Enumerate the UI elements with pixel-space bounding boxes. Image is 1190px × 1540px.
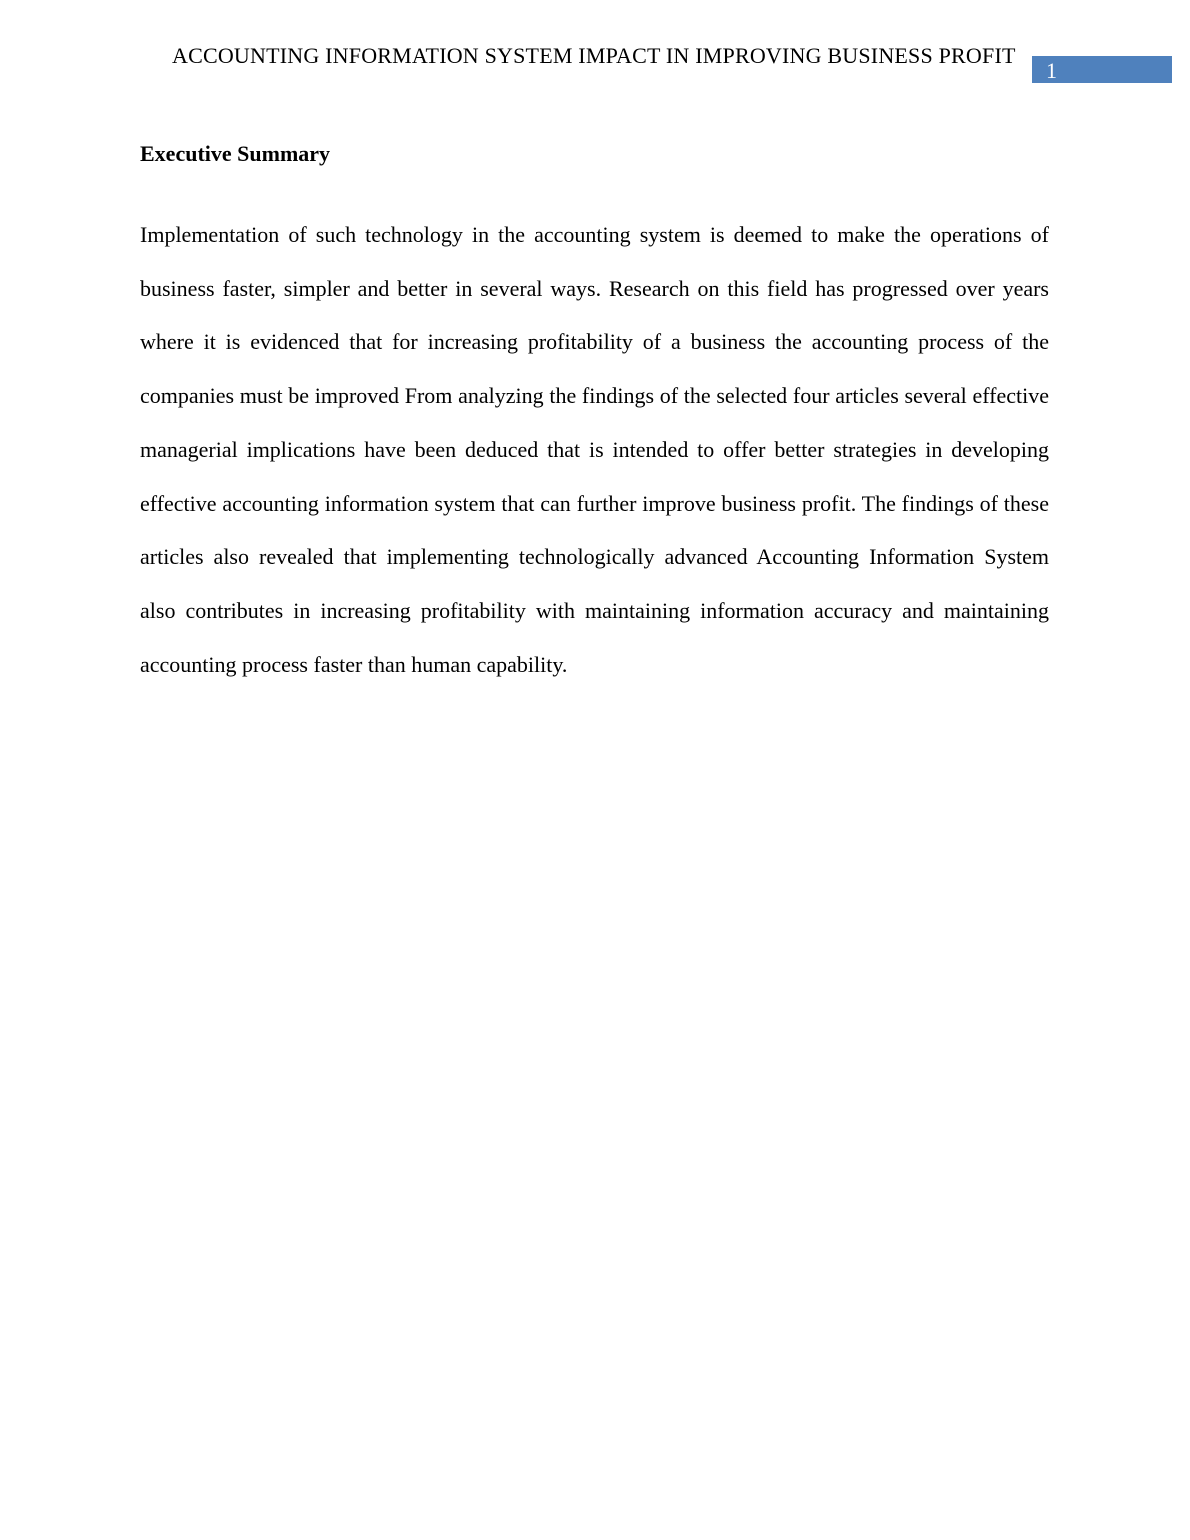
page-number: 1 (1046, 58, 1057, 83)
body-paragraph: Implementation of such technology in the accounting system is deemed to make the operations of business faster, simpler and better in several ways. Research on this field has progressed over years where it is evidenced that for increasing profitability of a business the accounting process of the companies must be improved From analyzing the findings of the selected four articles several effective managerial implications have been deduced that is intended to offer better strategies in developing effective accounting information system that can further improve business profit. The findings of these articles also revealed that implementing technologically advanced Accounting Information System also contributes in increasing profitability with maintaining information accuracy and maintaining accounting process faster than human capability. (140, 222, 1049, 677)
section-heading: Executive Summary (140, 141, 331, 166)
running-head: ACCOUNTING INFORMATION SYSTEM IMPACT IN IMPROVING BUSINESS PROFIT (172, 43, 1016, 68)
